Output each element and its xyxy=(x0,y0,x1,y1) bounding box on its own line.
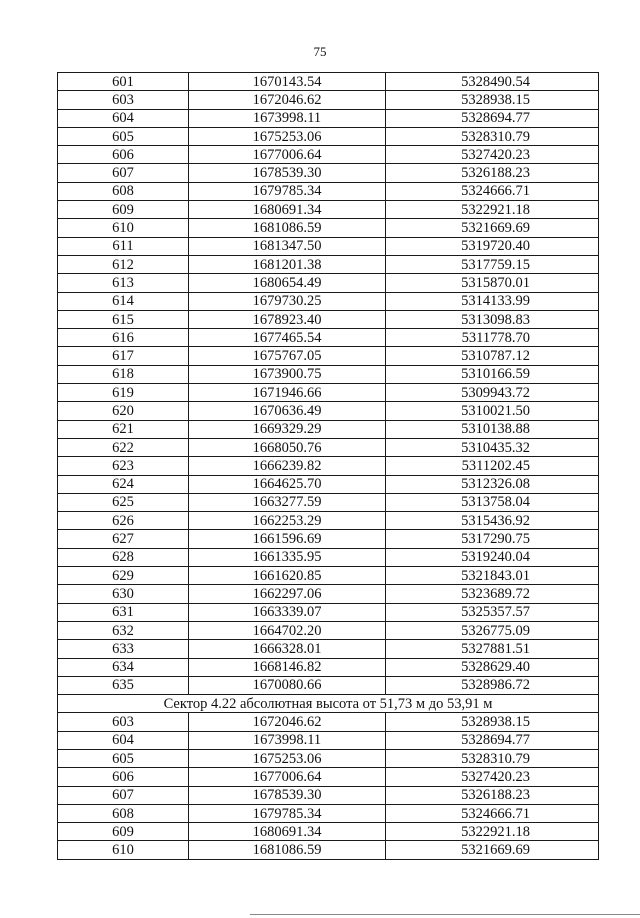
table-row xyxy=(58,182,599,200)
table-row xyxy=(58,512,599,530)
x-coordinate-cell: 1678539.30 xyxy=(189,164,386,182)
y-coordinate-cell: 5327420.23 xyxy=(386,768,599,786)
table-row xyxy=(58,164,599,182)
y-coordinate-cell: 5328490.54 xyxy=(386,73,599,91)
y-coordinate-cell: 5324666.71 xyxy=(386,804,599,822)
x-coordinate-cell: 1663277.59 xyxy=(189,493,386,511)
point-number-cell: 611 xyxy=(58,237,189,255)
y-coordinate-cell: 5313758.04 xyxy=(386,493,599,511)
point-number-cell: 616 xyxy=(58,329,189,347)
table-row xyxy=(58,365,599,383)
x-coordinate-cell: 1668146.82 xyxy=(189,658,386,676)
y-coordinate-cell: 5328310.79 xyxy=(386,127,599,145)
x-coordinate-cell: 1680654.49 xyxy=(189,274,386,292)
table-row xyxy=(58,91,599,109)
x-coordinate-cell: 1678923.40 xyxy=(189,310,386,328)
point-number-cell: 608 xyxy=(58,182,189,200)
table-row xyxy=(58,493,599,511)
x-coordinate-cell: 1675253.06 xyxy=(189,127,386,145)
y-coordinate-cell: 5321669.69 xyxy=(386,219,599,237)
y-coordinate-cell: 5321843.01 xyxy=(386,567,599,585)
y-coordinate-cell: 5310787.12 xyxy=(386,347,599,365)
y-coordinate-cell: 5314133.99 xyxy=(386,292,599,310)
x-coordinate-cell: 1670080.66 xyxy=(189,676,386,694)
y-coordinate-cell: 5310435.32 xyxy=(386,438,599,456)
y-coordinate-cell: 5315436.92 xyxy=(386,512,599,530)
page-number: 75 xyxy=(313,44,327,59)
point-number-cell: 605 xyxy=(58,749,189,767)
point-number-cell: 605 xyxy=(58,127,189,145)
y-coordinate-cell: 5310021.50 xyxy=(386,402,599,420)
x-coordinate-cell: 1675253.06 xyxy=(189,749,386,767)
y-coordinate-cell: 5317290.75 xyxy=(386,530,599,548)
x-coordinate-cell: 1681086.59 xyxy=(189,219,386,237)
point-number-cell: 613 xyxy=(58,274,189,292)
x-coordinate-cell: 1661596.69 xyxy=(189,530,386,548)
x-coordinate-cell: 1681347.50 xyxy=(189,237,386,255)
y-coordinate-cell: 5327420.23 xyxy=(386,146,599,164)
y-coordinate-cell: 5328938.15 xyxy=(386,91,599,109)
point-number-cell: 624 xyxy=(58,475,189,493)
x-coordinate-cell: 1661620.85 xyxy=(189,567,386,585)
table-row xyxy=(58,146,599,164)
section-heading: Сектор 4.22 абсолютная высота от 51,73 м до 53,91 м xyxy=(58,695,599,713)
y-coordinate-cell: 5328310.79 xyxy=(386,749,599,767)
point-number-cell: 610 xyxy=(58,841,189,859)
y-coordinate-cell: 5321669.69 xyxy=(386,841,599,859)
table-row xyxy=(58,658,599,676)
point-number-cell: 630 xyxy=(58,585,189,603)
table-row xyxy=(58,804,599,822)
y-coordinate-cell: 5311202.45 xyxy=(386,457,599,475)
table-row xyxy=(58,329,599,347)
coordinates-table-body xyxy=(58,73,599,860)
point-number-cell: 607 xyxy=(58,164,189,182)
x-coordinate-cell: 1673998.11 xyxy=(189,731,386,749)
point-number-cell: 618 xyxy=(58,365,189,383)
x-coordinate-cell: 1680691.34 xyxy=(189,201,386,219)
table-row xyxy=(58,255,599,273)
table-row xyxy=(58,237,599,255)
point-number-cell: 615 xyxy=(58,310,189,328)
point-number-cell: 603 xyxy=(58,91,189,109)
y-coordinate-cell: 5319720.40 xyxy=(386,237,599,255)
table-row xyxy=(58,475,599,493)
y-coordinate-cell: 5328938.15 xyxy=(386,713,599,731)
table-row xyxy=(58,384,599,402)
y-coordinate-cell: 5311778.70 xyxy=(386,329,599,347)
point-number-cell: 601 xyxy=(58,73,189,91)
y-coordinate-cell: 5323689.72 xyxy=(386,585,599,603)
table-row xyxy=(58,768,599,786)
x-coordinate-cell: 1671946.66 xyxy=(189,384,386,402)
x-coordinate-cell: 1672046.62 xyxy=(189,91,386,109)
x-coordinate-cell: 1679785.34 xyxy=(189,182,386,200)
y-coordinate-cell: 5309943.72 xyxy=(386,384,599,402)
point-number-cell: 633 xyxy=(58,640,189,658)
x-coordinate-cell: 1679785.34 xyxy=(189,804,386,822)
x-coordinate-cell: 1681086.59 xyxy=(189,841,386,859)
x-coordinate-cell: 1670143.54 xyxy=(189,73,386,91)
point-number-cell: 606 xyxy=(58,768,189,786)
table-row xyxy=(58,310,599,328)
y-coordinate-cell: 5328694.77 xyxy=(386,731,599,749)
y-coordinate-cell: 5326775.09 xyxy=(386,621,599,639)
x-coordinate-cell: 1661335.95 xyxy=(189,548,386,566)
point-number-cell: 604 xyxy=(58,731,189,749)
table-row xyxy=(58,676,599,694)
table-row xyxy=(58,749,599,767)
y-coordinate-cell: 5319240.04 xyxy=(386,548,599,566)
x-coordinate-cell: 1679730.25 xyxy=(189,292,386,310)
point-number-cell: 606 xyxy=(58,146,189,164)
x-coordinate-cell: 1666239.82 xyxy=(189,457,386,475)
point-number-cell: 635 xyxy=(58,676,189,694)
section-heading-row xyxy=(58,695,599,713)
y-coordinate-cell: 5322921.18 xyxy=(386,201,599,219)
x-coordinate-cell: 1664625.70 xyxy=(189,475,386,493)
point-number-cell: 610 xyxy=(58,219,189,237)
point-number-cell: 625 xyxy=(58,493,189,511)
x-coordinate-cell: 1664702.20 xyxy=(189,621,386,639)
table-row xyxy=(58,640,599,658)
table-row xyxy=(58,438,599,456)
point-number-cell: 628 xyxy=(58,548,189,566)
table-row xyxy=(58,292,599,310)
table-row xyxy=(58,219,599,237)
table-row xyxy=(58,201,599,219)
y-coordinate-cell: 5326188.23 xyxy=(386,786,599,804)
table-row xyxy=(58,731,599,749)
y-coordinate-cell: 5317759.15 xyxy=(386,255,599,273)
point-number-cell: 608 xyxy=(58,804,189,822)
table-row xyxy=(58,603,599,621)
point-number-cell: 609 xyxy=(58,823,189,841)
point-number-cell: 614 xyxy=(58,292,189,310)
x-coordinate-cell: 1677006.64 xyxy=(189,146,386,164)
point-number-cell: 604 xyxy=(58,109,189,127)
y-coordinate-cell: 5328986.72 xyxy=(386,676,599,694)
point-number-cell: 617 xyxy=(58,347,189,365)
table-row xyxy=(58,347,599,365)
point-number-cell: 603 xyxy=(58,713,189,731)
point-number-cell: 622 xyxy=(58,438,189,456)
x-coordinate-cell: 1662297.06 xyxy=(189,585,386,603)
x-coordinate-cell: 1670636.49 xyxy=(189,402,386,420)
table-row xyxy=(58,73,599,91)
y-coordinate-cell: 5326188.23 xyxy=(386,164,599,182)
x-coordinate-cell: 1662253.29 xyxy=(189,512,386,530)
table-row xyxy=(58,823,599,841)
point-number-cell: 609 xyxy=(58,201,189,219)
point-number-cell: 607 xyxy=(58,786,189,804)
y-coordinate-cell: 5312326.08 xyxy=(386,475,599,493)
x-coordinate-cell: 1678539.30 xyxy=(189,786,386,804)
point-number-cell: 612 xyxy=(58,255,189,273)
table-row xyxy=(58,127,599,145)
y-coordinate-cell: 5313098.83 xyxy=(386,310,599,328)
point-number-cell: 627 xyxy=(58,530,189,548)
point-number-cell: 620 xyxy=(58,402,189,420)
table-row xyxy=(58,530,599,548)
table-row xyxy=(58,713,599,731)
y-coordinate-cell: 5322921.18 xyxy=(386,823,599,841)
x-coordinate-cell: 1675767.05 xyxy=(189,347,386,365)
table-row xyxy=(58,567,599,585)
point-number-cell: 626 xyxy=(58,512,189,530)
x-coordinate-cell: 1673900.75 xyxy=(189,365,386,383)
y-coordinate-cell: 5328629.40 xyxy=(386,658,599,676)
y-coordinate-cell: 5328694.77 xyxy=(386,109,599,127)
x-coordinate-cell: 1663339.07 xyxy=(189,603,386,621)
x-coordinate-cell: 1680691.34 xyxy=(189,823,386,841)
y-coordinate-cell: 5324666.71 xyxy=(386,182,599,200)
table-row xyxy=(58,457,599,475)
table-row xyxy=(58,585,599,603)
x-coordinate-cell: 1672046.62 xyxy=(189,713,386,731)
table-row xyxy=(58,621,599,639)
y-coordinate-cell: 5325357.57 xyxy=(386,603,599,621)
x-coordinate-cell: 1669329.29 xyxy=(189,420,386,438)
y-coordinate-cell: 5310138.88 xyxy=(386,420,599,438)
table-row xyxy=(58,548,599,566)
point-number-cell: 621 xyxy=(58,420,189,438)
point-number-cell: 634 xyxy=(58,658,189,676)
x-coordinate-cell: 1666328.01 xyxy=(189,640,386,658)
point-number-cell: 632 xyxy=(58,621,189,639)
point-number-cell: 629 xyxy=(58,567,189,585)
y-coordinate-cell: 5315870.01 xyxy=(386,274,599,292)
x-coordinate-cell: 1673998.11 xyxy=(189,109,386,127)
coordinates-table xyxy=(57,72,599,860)
x-coordinate-cell: 1681201.38 xyxy=(189,255,386,273)
y-coordinate-cell: 5310166.59 xyxy=(386,365,599,383)
table-row xyxy=(58,274,599,292)
x-coordinate-cell: 1677006.64 xyxy=(189,768,386,786)
point-number-cell: 631 xyxy=(58,603,189,621)
point-number-cell: 623 xyxy=(58,457,189,475)
page-edge-line xyxy=(250,914,640,915)
table-row xyxy=(58,402,599,420)
point-number-cell: 619 xyxy=(58,384,189,402)
x-coordinate-cell: 1677465.54 xyxy=(189,329,386,347)
x-coordinate-cell: 1668050.76 xyxy=(189,438,386,456)
table-row xyxy=(58,786,599,804)
table-row xyxy=(58,109,599,127)
table-row xyxy=(58,420,599,438)
y-coordinate-cell: 5327881.51 xyxy=(386,640,599,658)
table-row xyxy=(58,841,599,859)
